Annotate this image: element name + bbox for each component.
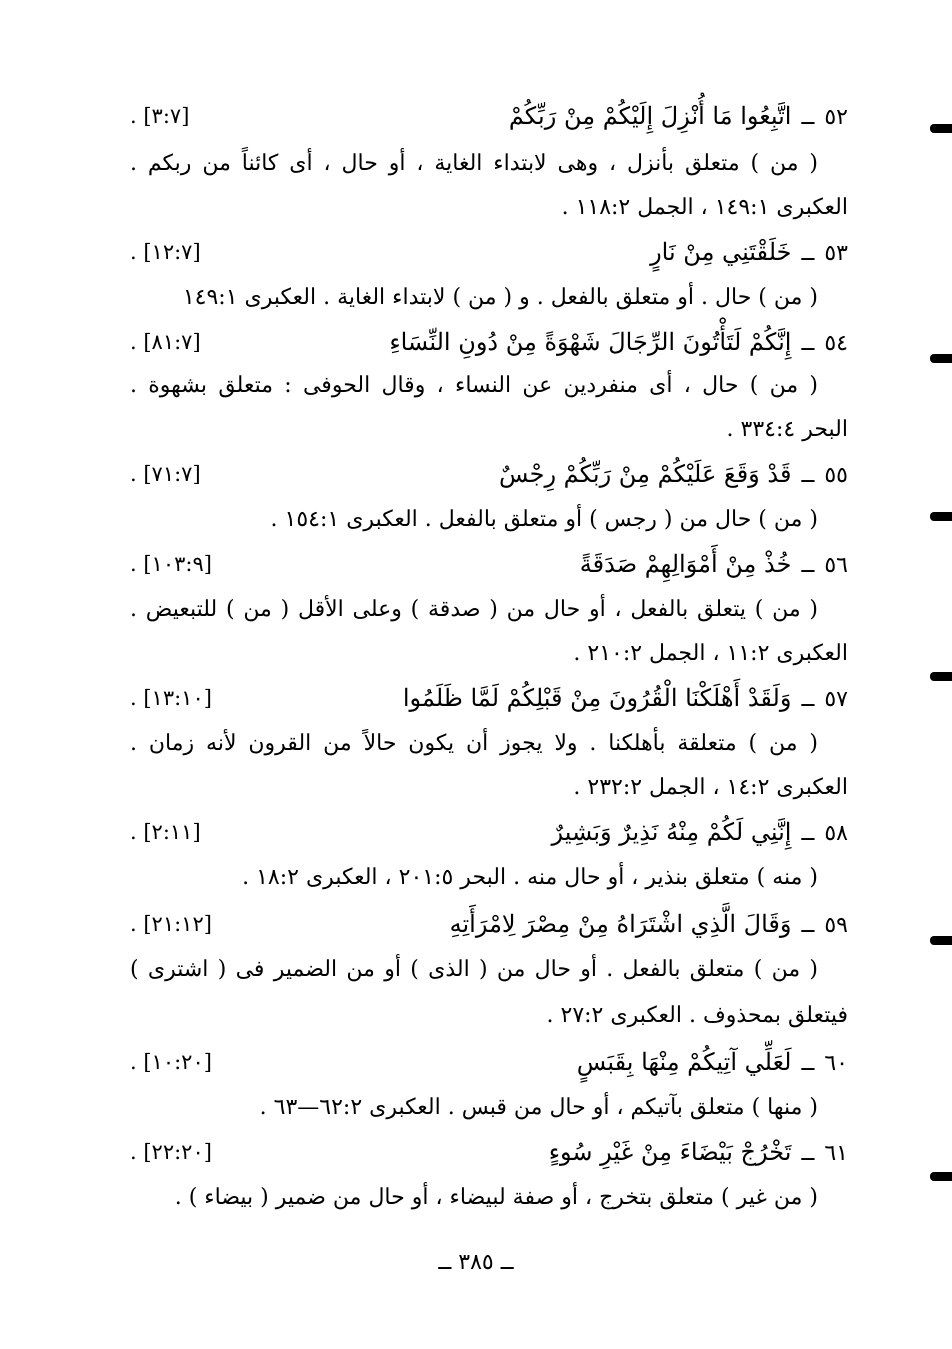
quran-text: اتَّبِعُوا مَا أُنْزِلَ إِلَيْكُمْ مِنْ رَبِّكُمْ (508, 102, 792, 130)
verse-reference: . [٧١:٧] (130, 462, 201, 486)
verse-reference: . [٢:١١] (130, 820, 201, 844)
verse-number: ٥٦ (824, 553, 848, 578)
verse-reference: . [١٣:١٠] (130, 686, 212, 710)
verse-reference: . [٣:٧] (130, 104, 190, 128)
verse-58 (130, 812, 848, 852)
verse-57 (130, 678, 848, 718)
verse-dash: ــ (801, 913, 815, 938)
quran-text: وَقَالَ الَّذِي اشْتَرَاهُ مِنْ مِصْرَ لِامْرَأَتِهِ (449, 910, 792, 938)
verse-dash: ــ (801, 105, 815, 130)
commentary-line: ( من ) حال . أو متعلق بالفعل . و ( من ) لابتداء الغاية . العكبرى ١٤٩:١ (182, 285, 818, 310)
verse-dash: ــ (801, 463, 815, 488)
scan-edge-mark (930, 512, 952, 521)
commentary-line: العكبرى ١١:٢ ، الجمل ٢١٠:٢ . (573, 641, 848, 666)
commentary-line: العكبرى ١٤:٢ ، الجمل ٢٣٢:٢ . (573, 775, 848, 800)
scan-edge-mark (930, 354, 952, 363)
quran-text: إِنَّنِي لَكُمْ مِنْهُ نَذِيرٌ وَبَشِيرٌ (551, 818, 792, 846)
verse-number: ٦٠ (824, 1051, 848, 1076)
quran-text: خَلَقْتَنِي مِنْ نَارٍ (650, 238, 792, 266)
verse-number: ٦١ (824, 1141, 848, 1166)
verse-dash: ــ (801, 821, 815, 846)
commentary-line: ( منه ) متعلق بنذير ، أو حال منه . البحر ٢٠١:٥ ، العكبرى ١٨:٢ . (242, 865, 818, 890)
verse-60 (130, 1042, 848, 1082)
quran-text: تَخْرُجْ بَيْضَاءَ مِنْ غَيْرِ سُوءٍ (548, 1138, 792, 1166)
commentary-line: البحر ٣٣٤:٤ . (726, 417, 848, 442)
verse-59 (130, 904, 848, 944)
verse-54 (130, 322, 848, 362)
verse-reference: . [١٠:٢٠] (130, 1050, 212, 1074)
verse-dash: ــ (801, 241, 815, 266)
quran-text: لَعَلِّي آتِيكُمْ مِنْهَا بِقَبَسٍ (576, 1048, 792, 1076)
verse-dash: ــ (801, 331, 815, 356)
commentary-line: العكبرى ١٤٩:١ ، الجمل ١١٨:٢ . (561, 195, 848, 220)
verse-55 (130, 454, 848, 494)
page-number: ــ ٣٨٥ ــ (438, 1250, 514, 1275)
verse-dash: ــ (801, 1141, 815, 1166)
commentary-line: ( منها ) متعلق بآتيكم ، أو حال من قبس . العكبرى ٦٢:٢—٦٣ . (259, 1095, 818, 1120)
scan-edge-mark (930, 1172, 952, 1181)
quran-text: خُذْ مِنْ أَمْوَالِهِمْ صَدَقَةً (579, 550, 792, 578)
verse-number: ٥٥ (824, 463, 848, 488)
verse-reference: . [١٢:٧] (130, 240, 201, 264)
commentary-line: ( من ) متعلق بأنزل ، وهى لابتداء الغاية ، أو حال ، أى كائناً من ربكم . (130, 151, 818, 176)
verse-52 (130, 96, 848, 136)
verse-number: ٥٨ (824, 821, 848, 846)
verse-dash: ــ (801, 553, 815, 578)
commentary-line: ( من ) حال من ( رجس ) أو متعلق بالفعل . العكبرى ١٥٤:١ . (270, 507, 818, 532)
commentary-line: ( من ) يتعلق بالفعل ، أو حال من ( صدقة ) وعلى الأقل ( من ) للتبعيض . (130, 597, 818, 622)
verse-reference: . [٨١:٧] (130, 330, 201, 354)
verse-61 (130, 1132, 848, 1172)
verse-reference: . [١٠٣:٩] (130, 552, 212, 576)
verse-53 (130, 232, 848, 272)
commentary-line: ( من ) حال ، أى منفردين عن النساء ، وقال الحوفى : متعلق بشهوة . (130, 373, 818, 398)
commentary-line: فيتعلق بمحذوف . العكبرى ٢٧:٢ . (546, 1003, 848, 1028)
verse-reference: . [٢١:١٢] (130, 912, 212, 936)
verse-dash: ــ (801, 687, 815, 712)
verse-56 (130, 544, 848, 584)
commentary-line: ( من غير ) متعلق بتخرج ، أو صفة لبيضاء ، أو حال من ضمير ( بيضاء ) . (174, 1185, 818, 1210)
verse-dash: ــ (801, 1051, 815, 1076)
verse-number: ٥٤ (824, 331, 848, 356)
scan-edge-mark (930, 672, 952, 681)
verse-number: ٥٧ (824, 687, 848, 712)
scan-edge-mark (930, 124, 952, 133)
quran-text: وَلَقَدْ أَهْلَكْنَا الْقُرُونَ مِنْ قَبْلِكُمْ لَمَّا ظَلَمُوا (402, 684, 792, 712)
commentary-line: ( من ) متعلقة بأهلكنا . ولا يجوز أن يكون حالاً من القرون لأنه زمان . (130, 731, 818, 756)
verse-number: ٥٣ (824, 241, 848, 266)
quran-text: إِنَّكُمْ لَتَأْتُونَ الرِّجَالَ شَهْوَةً مِنْ دُونِ النِّسَاءِ (389, 328, 792, 356)
verse-reference: . [٢٢:٢٠] (130, 1140, 212, 1164)
quran-text: قَدْ وَقَعَ عَلَيْكُمْ مِنْ رَبِّكُمْ رِجْسٌ (499, 460, 792, 488)
verse-number: ٥٩ (824, 913, 848, 938)
commentary-line: ( من ) متعلق بالفعل . أو حال من ( الذى ) أو من الضمير فى ( اشترى ) (130, 957, 818, 982)
scan-edge-mark (930, 936, 952, 945)
verse-number: ٥٢ (824, 105, 848, 130)
